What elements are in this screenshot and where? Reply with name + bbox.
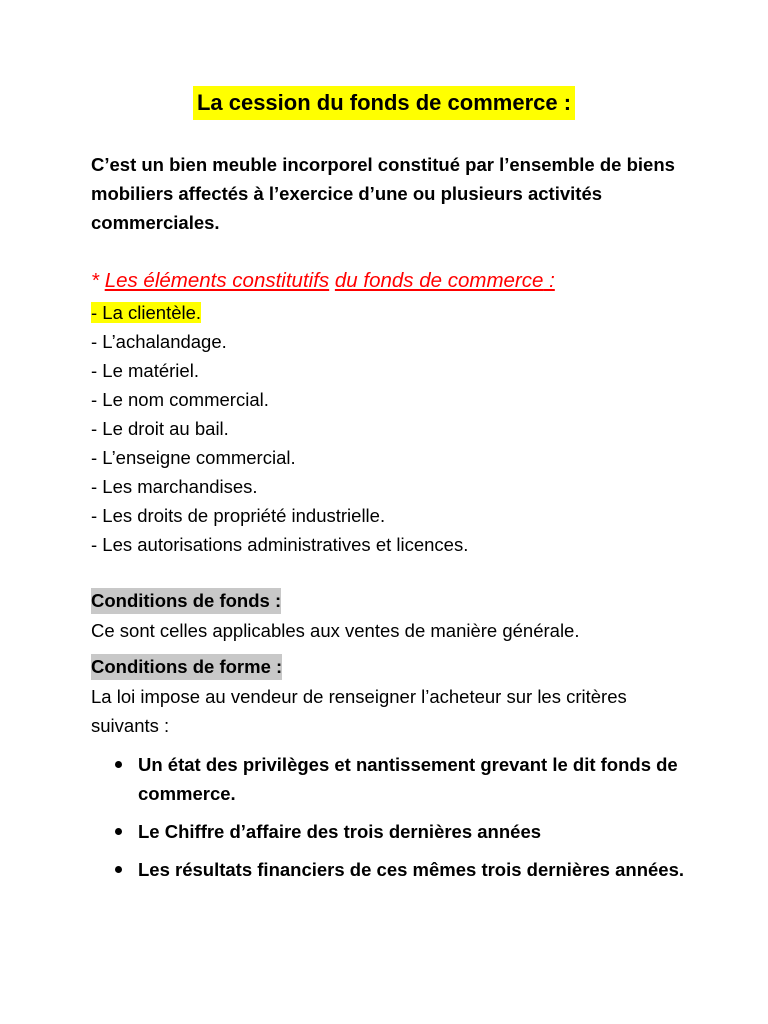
conditions-forme-section [91, 654, 282, 680]
document-title: La cession du fonds de commerce : [193, 86, 575, 120]
bullet-dot-icon [115, 761, 122, 768]
conditions-fonds-heading: Conditions de fonds : [91, 588, 281, 614]
conditions-fonds-section [91, 588, 281, 614]
bullet-item [91, 750, 691, 808]
elements-heading-part2: du fonds de commerce [334, 269, 544, 292]
bullet-item [91, 855, 691, 884]
list-item: - Le droit au bail. [91, 418, 229, 439]
list-item: - Les marchandises. [91, 476, 258, 497]
list-item: - Le matériel. [91, 360, 199, 381]
criteria-bullet-list [91, 750, 691, 893]
conditions-fonds-text: Ce sont celles applicables aux ventes de manière générale. [91, 620, 580, 641]
list-item: - L’achalandage. [91, 331, 227, 352]
elements-heading [91, 266, 555, 296]
bullet-text: Un état des privilèges et nantissement grevant le dit fonds de commerce. [138, 754, 678, 804]
list-item: - L’enseigne commercial. [91, 447, 296, 468]
conditions-forme-heading: Conditions de forme : [91, 654, 282, 680]
conditions-forme-text: La loi impose au vendeur de renseigner l’acheteur sur les critères suivants : [91, 686, 627, 736]
bullet-text: Les résultats financiers de ces mêmes trois dernières années. [138, 859, 685, 880]
list-item [91, 298, 468, 327]
list-item: - Le nom commercial. [91, 389, 269, 410]
elements-heading-prefix: * [91, 269, 105, 292]
bullet-text: Le Chiffre d’affaire des trois dernières années [138, 821, 542, 842]
intro-paragraph: C’est un bien meuble incorporel constitué par l’ensemble de biens mobiliers affectés à l’exercice d’une ou plusieurs activités commerciales. [91, 154, 675, 233]
bullet-dot-icon [115, 828, 122, 835]
list-item: - Les autorisations administratives et licences. [91, 534, 469, 555]
elements-heading-part3: : [543, 269, 555, 292]
elements-list [91, 298, 468, 559]
elements-heading-part1: Les éléments constitutifs [104, 269, 330, 292]
title-wrapper [0, 86, 768, 120]
bullet-item [91, 817, 691, 846]
list-item-highlighted: - La clientèle. [91, 302, 202, 323]
list-item: - Les droits de propriété industrielle. [91, 505, 386, 526]
bullet-dot-icon [115, 866, 122, 873]
